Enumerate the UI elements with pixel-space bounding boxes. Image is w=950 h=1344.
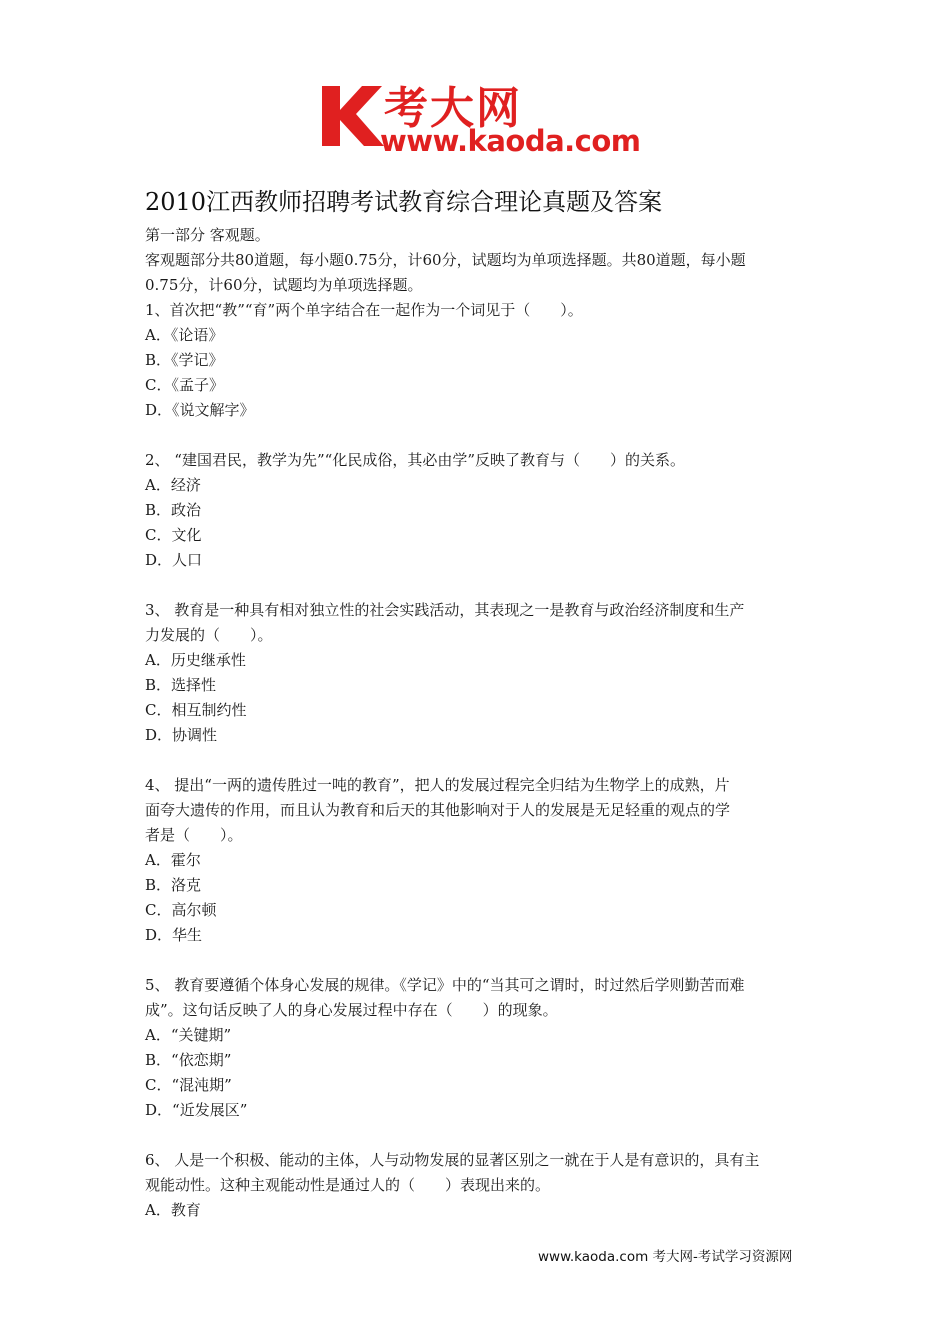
intro-line: 0.75分，计60分，试题均为单项选择题。 — [145, 276, 423, 294]
question-2 — [145, 448, 810, 573]
logo-k-icon — [318, 80, 388, 150]
option-d: D．“近发展区” — [145, 1101, 248, 1119]
question-stem: 4、 提出“一两的遗传胜过一吨的教育”，把人的发展过程完全归结为生物学上的成熟，片 — [145, 776, 730, 794]
question-stem: 3、 教育是一种具有相对独立性的社会实践活动，其表现之一是教育与政治经济制度和生产 — [145, 601, 745, 619]
question-stem: 观能动性。这种主观能动性是通过人的（ ）表现出来的。 — [145, 1176, 551, 1194]
kaoda-logo — [318, 80, 648, 160]
logo-name: 考大网 — [384, 83, 522, 134]
option-a: A．《论语》 — [145, 326, 224, 344]
option-a: A．“关键期” — [145, 1026, 232, 1044]
option-d: D．协调性 — [145, 726, 218, 744]
option-c: C．相互制约性 — [145, 701, 247, 719]
question-stem: 面夸大遗传的作用，而且认为教育和后天的其他影响对于人的发展是无足轻重的观点的学 — [145, 801, 731, 819]
option-c: C．高尔顿 — [145, 901, 217, 919]
question-6 — [145, 1148, 810, 1223]
option-a: A．经济 — [145, 476, 201, 494]
question-stem: 者是（ ）。 — [145, 826, 243, 844]
question-stem: 2、 “建国君民，教学为先”“化民成俗，其必由学”反映了教育与（ ）的关系。 — [145, 451, 685, 469]
document-body — [145, 223, 810, 1223]
option-c: C．《孟子》 — [145, 376, 224, 394]
option-b: B．选择性 — [145, 676, 217, 694]
option-a: A．历史继承性 — [145, 651, 246, 669]
question-stem: 6、 人是一个积极、能动的主体，人与动物发展的显著区别之一就在于人是有意识的，具有主 — [145, 1151, 760, 1169]
option-d: D．人口 — [145, 551, 203, 569]
option-d: D．华生 — [145, 926, 203, 944]
question-5 — [145, 973, 810, 1123]
page-footer: www.kaoda.com 考大网-考试学习资源网 — [538, 1249, 793, 1265]
option-a: A．教育 — [145, 1201, 201, 1219]
option-c: C．文化 — [145, 526, 202, 544]
option-b: B．洛克 — [145, 876, 202, 894]
intro-line: 客观题部分共80道题，每小题0.75分，计60分，试题均为单项选择题。共80道题，每小题 — [145, 251, 746, 269]
option-d: D．《说文解字》 — [145, 401, 255, 419]
question-1 — [145, 298, 810, 423]
option-a: A．霍尔 — [145, 851, 201, 869]
question-4 — [145, 773, 810, 948]
logo-url: www.kaoda.com — [380, 124, 641, 158]
question-3 — [145, 598, 810, 748]
question-stem: 成”。这句话反映了人的身心发展过程中存在（ ）的现象。 — [145, 1001, 558, 1019]
question-stem: 5、 教育要遵循个体身心发展的规律。《学记》中的“当其可之谓时，时过然后学则勤苦而难 — [145, 976, 745, 994]
question-stem: 力发展的（ ）。 — [145, 626, 273, 644]
page-title: 2010江西教师招聘考试教育综合理论真题及答案 — [145, 188, 663, 216]
option-b: B．政治 — [145, 501, 202, 519]
option-b: B．《学记》 — [145, 351, 224, 369]
section-heading: 第一部分 客观题。 — [145, 226, 270, 244]
option-b: B．“依恋期” — [145, 1051, 232, 1069]
question-stem: 1、首次把“教”“育”两个单字结合在一起作为一个词见于（ ）。 — [145, 301, 583, 319]
option-c: C．“混沌期” — [145, 1076, 232, 1094]
